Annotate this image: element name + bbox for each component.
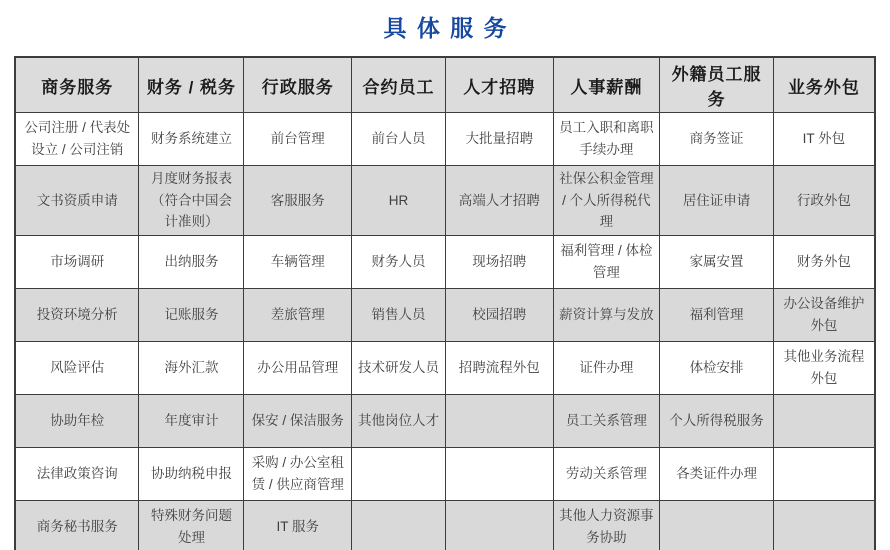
table-cell: 月度财务报表（符合中国会计准则） <box>139 166 244 236</box>
table-cell: 体检安排 <box>660 341 774 394</box>
table-cell: 协助纳税申报 <box>139 447 244 500</box>
table-cell: 保安 / 保洁服务 <box>244 394 352 447</box>
table-cell: 家属安置 <box>660 235 774 288</box>
table-cell: 销售人员 <box>352 288 446 341</box>
column-header: 商务服务 <box>15 57 139 113</box>
column-header: 合约员工 <box>352 57 446 113</box>
table-row <box>15 113 875 166</box>
table-cell: 技术研发人员 <box>352 341 446 394</box>
table-cell: 个人所得税服务 <box>660 394 774 447</box>
column-header: 人才招聘 <box>445 57 553 113</box>
table-cell: 商务秘书服务 <box>15 500 139 550</box>
table-cell: 市场调研 <box>15 235 139 288</box>
table-body <box>15 113 875 550</box>
table-row <box>15 394 875 447</box>
page-title: 具体服务 <box>383 15 517 41</box>
column-header: 行政服务 <box>244 57 352 113</box>
column-header: 外籍员工服务 <box>660 57 774 113</box>
column-header: 财务 / 税务 <box>139 57 244 113</box>
column-header: 业务外包 <box>773 57 875 113</box>
table-cell: 校园招聘 <box>445 288 553 341</box>
services-table <box>14 56 876 550</box>
table-cell: 各类证件办理 <box>660 447 774 500</box>
table-cell: 证件办理 <box>553 341 660 394</box>
header-row <box>15 57 875 113</box>
table-cell: 其他业务流程外包 <box>773 341 875 394</box>
table-cell: 其他岗位人才 <box>352 394 446 447</box>
table-cell: 财务系统建立 <box>139 113 244 166</box>
table-row <box>15 341 875 394</box>
table-header <box>15 57 875 113</box>
table-cell <box>445 500 553 550</box>
table-cell: 采购 / 办公室租赁 / 供应商管理 <box>244 447 352 500</box>
table-cell: 社保公积金管理 / 个人所得税代理 <box>553 166 660 236</box>
table-cell: 风险评估 <box>15 341 139 394</box>
table-cell: 薪资计算与发放 <box>553 288 660 341</box>
table-cell: 车辆管理 <box>244 235 352 288</box>
table-cell: 公司注册 / 代表处设立 / 公司注销 <box>15 113 139 166</box>
table-cell: 特殊财务问题处理 <box>139 500 244 550</box>
table-cell: IT 服务 <box>244 500 352 550</box>
table-cell: 海外汇款 <box>139 341 244 394</box>
table-cell: HR <box>352 166 446 236</box>
table-cell: 居住证申请 <box>660 166 774 236</box>
table-cell: 劳动关系管理 <box>553 447 660 500</box>
table-cell <box>773 394 875 447</box>
table-cell: IT 外包 <box>773 113 875 166</box>
table-cell: 办公用品管理 <box>244 341 352 394</box>
table-cell <box>352 447 446 500</box>
table-cell: 商务签证 <box>660 113 774 166</box>
table-cell: 福利管理 <box>660 288 774 341</box>
table-cell: 招聘流程外包 <box>445 341 553 394</box>
table-cell <box>445 447 553 500</box>
table-cell <box>352 500 446 550</box>
table-cell: 差旅管理 <box>244 288 352 341</box>
table-row <box>15 447 875 500</box>
column-header: 人事薪酬 <box>553 57 660 113</box>
table-cell: 行政外包 <box>773 166 875 236</box>
table-cell: 前台人员 <box>352 113 446 166</box>
table-cell: 法律政策咨询 <box>15 447 139 500</box>
table-cell <box>660 500 774 550</box>
table-row <box>15 166 875 236</box>
table-cell: 客服服务 <box>244 166 352 236</box>
table-cell: 协助年检 <box>15 394 139 447</box>
table-row <box>15 288 875 341</box>
table-cell: 投资环境分析 <box>15 288 139 341</box>
table-cell: 其他人力资源事务协助 <box>553 500 660 550</box>
table-cell: 前台管理 <box>244 113 352 166</box>
table-cell: 现场招聘 <box>445 235 553 288</box>
table-row <box>15 235 875 288</box>
table-cell: 财务人员 <box>352 235 446 288</box>
table-cell <box>773 500 875 550</box>
table-cell: 文书资质申请 <box>15 166 139 236</box>
table-cell <box>773 447 875 500</box>
table-row <box>15 500 875 550</box>
table-cell: 出纳服务 <box>139 235 244 288</box>
table-cell: 员工关系管理 <box>553 394 660 447</box>
table-cell: 高端人才招聘 <box>445 166 553 236</box>
table-cell: 财务外包 <box>773 235 875 288</box>
table-cell: 记账服务 <box>139 288 244 341</box>
table-cell: 福利管理 / 体检管理 <box>553 235 660 288</box>
table-cell <box>445 394 553 447</box>
table-cell: 大批量招聘 <box>445 113 553 166</box>
table-cell: 年度审计 <box>139 394 244 447</box>
table-cell: 办公设备维护外包 <box>773 288 875 341</box>
table-cell: 员工入职和离职手续办理 <box>553 113 660 166</box>
